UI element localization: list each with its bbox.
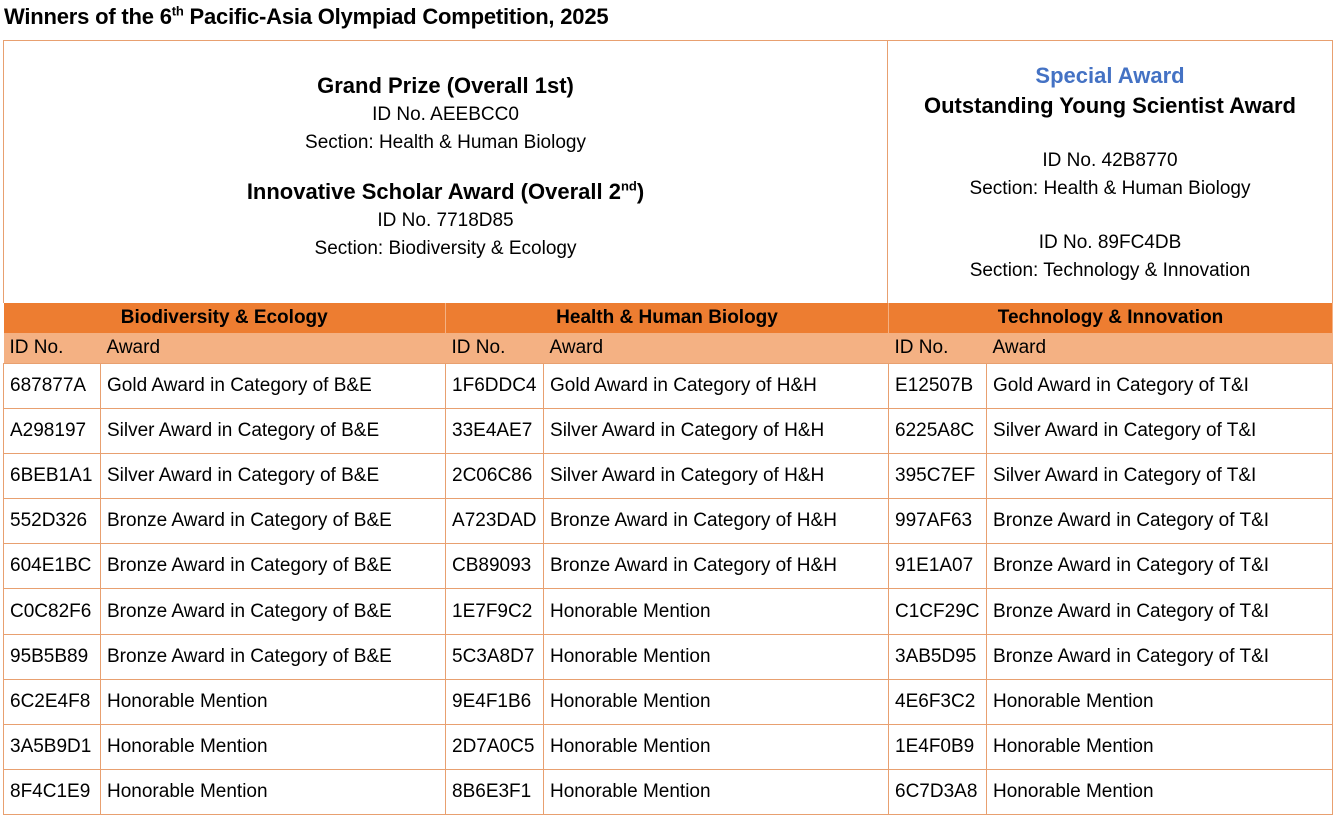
award-name-cell: Bronze Award in Category of T&I xyxy=(987,634,1333,679)
column-header-row xyxy=(4,333,1333,363)
award-name-cell: Gold Award in Category of B&E xyxy=(101,363,446,408)
award-name-cell: Honorable Mention xyxy=(987,770,1333,815)
top-awards-frame xyxy=(3,40,1333,303)
award-name-cell: Bronze Award in Category of B&E xyxy=(101,544,446,589)
winner-id-cell: C1CF29C xyxy=(889,589,987,634)
winner-id-cell: 8F4C1E9 xyxy=(4,770,101,815)
special-winner-1-section: Section: Health & Human Biology xyxy=(969,178,1251,199)
winner-id-cell: 6225A8C xyxy=(889,408,987,453)
table-row xyxy=(4,363,1333,408)
page-title xyxy=(4,4,608,30)
winner-id-cell: 6BEB1A1 xyxy=(4,453,101,498)
section-header-health: Health & Human Biology xyxy=(446,303,889,333)
award-name-cell: Honorable Mention xyxy=(987,725,1333,770)
award-name-cell: Honorable Mention xyxy=(101,725,446,770)
table-row xyxy=(4,544,1333,589)
top-awards-block xyxy=(4,41,1332,303)
award-name-cell: Bronze Award in Category of H&H xyxy=(544,499,889,544)
section-header-technology: Technology & Innovation xyxy=(889,303,1333,333)
winner-id-cell: 33E4AE7 xyxy=(446,408,544,453)
winner-id-cell: A298197 xyxy=(4,408,101,453)
award-name-cell: Honorable Mention xyxy=(101,770,446,815)
table-row xyxy=(4,725,1333,770)
page-title-suffix: Pacific-Asia Olympiad Competition, 2025 xyxy=(183,4,609,29)
winner-id-cell: 2D7A0C5 xyxy=(446,725,544,770)
award-name-cell: Gold Award in Category of T&I xyxy=(987,363,1333,408)
winner-id-cell: 997AF63 xyxy=(889,499,987,544)
winner-id-cell: 6C2E4F8 xyxy=(4,679,101,724)
award-name-cell: Honorable Mention xyxy=(987,679,1333,724)
column-header-id: ID No. xyxy=(446,333,544,363)
innovative-award-title xyxy=(4,177,887,207)
award-name-cell: Bronze Award in Category of B&E xyxy=(101,499,446,544)
column-header-award: Award xyxy=(987,333,1333,363)
award-name-cell: Silver Award in Category of T&I xyxy=(987,453,1333,498)
award-name-cell: Silver Award in Category of H&H xyxy=(544,408,889,453)
page-title-sup: th xyxy=(171,3,184,19)
winner-id-cell: 552D326 xyxy=(4,499,101,544)
column-header-award: Award xyxy=(544,333,889,363)
winner-id-cell: 687877A xyxy=(4,363,101,408)
award-name-cell: Silver Award in Category of B&E xyxy=(101,453,446,498)
winner-id-cell: 395C7EF xyxy=(889,453,987,498)
innovative-award-id: ID No. 7718D85 xyxy=(377,210,514,231)
award-name-cell: Honorable Mention xyxy=(544,725,889,770)
section-header-biodiversity: Biodiversity & Ecology xyxy=(4,303,446,333)
winner-id-cell: 1E4F0B9 xyxy=(889,725,987,770)
award-name-cell: Bronze Award in Category of H&H xyxy=(544,544,889,589)
winner-id-cell: 91E1A07 xyxy=(889,544,987,589)
winner-id-cell: C0C82F6 xyxy=(4,589,101,634)
winner-id-cell: 1E7F9C2 xyxy=(446,589,544,634)
winner-id-cell: 4E6F3C2 xyxy=(889,679,987,724)
innovative-award-title-prefix: Innovative Scholar Award (Overall 2 xyxy=(246,179,621,204)
special-winner-1-id: ID No. 42B8770 xyxy=(1042,150,1178,171)
awards-table xyxy=(3,303,1333,815)
special-winner-2-id: ID No. 89FC4DB xyxy=(1038,232,1182,253)
special-award-panel xyxy=(888,41,1332,303)
table-row xyxy=(4,453,1333,498)
table-row xyxy=(4,679,1333,724)
award-name-cell: Honorable Mention xyxy=(101,679,446,724)
winner-id-cell: 1F6DDC4 xyxy=(446,363,544,408)
grand-prize-title: Grand Prize (Overall 1st) xyxy=(317,73,574,98)
award-name-cell: Bronze Award in Category of B&E xyxy=(101,589,446,634)
winner-id-cell: E12507B xyxy=(889,363,987,408)
column-header-id: ID No. xyxy=(889,333,987,363)
special-winner-2-section: Section: Technology & Innovation xyxy=(969,260,1251,281)
winner-id-cell: 9E4F1B6 xyxy=(446,679,544,724)
winner-id-cell: 95B5B89 xyxy=(4,634,101,679)
winner-id-cell: 2C06C86 xyxy=(446,453,544,498)
award-name-cell: Honorable Mention xyxy=(544,770,889,815)
special-award-title: Outstanding Young Scientist Award xyxy=(924,93,1296,118)
special-award-label: Special Award xyxy=(1035,63,1185,88)
winner-id-cell: 6C7D3A8 xyxy=(889,770,987,815)
column-header-id: ID No. xyxy=(4,333,101,363)
award-name-cell: Honorable Mention xyxy=(544,679,889,724)
table-row xyxy=(4,499,1333,544)
winner-id-cell: 604E1BC xyxy=(4,544,101,589)
grand-prize-section: Section: Health & Human Biology xyxy=(305,132,586,153)
table-row xyxy=(4,770,1333,815)
award-name-cell: Silver Award in Category of H&H xyxy=(544,453,889,498)
winner-id-cell: 8B6E3F1 xyxy=(446,770,544,815)
winner-id-cell: 5C3A8D7 xyxy=(446,634,544,679)
award-name-cell: Honorable Mention xyxy=(544,634,889,679)
winner-id-cell: 3A5B9D1 xyxy=(4,725,101,770)
grand-prize-id: ID No. AEEBCC0 xyxy=(372,104,519,125)
winner-id-cell: CB89093 xyxy=(446,544,544,589)
award-name-cell: Bronze Award in Category of T&I xyxy=(987,589,1333,634)
winner-id-cell: 3AB5D95 xyxy=(889,634,987,679)
award-name-cell: Silver Award in Category of B&E xyxy=(101,408,446,453)
award-name-cell: Silver Award in Category of T&I xyxy=(987,408,1333,453)
table-row xyxy=(4,589,1333,634)
section-header-row xyxy=(4,303,1333,333)
page-title-prefix: Winners of the 6 xyxy=(4,4,172,29)
table-row xyxy=(4,408,1333,453)
innovative-award-section: Section: Biodiversity & Ecology xyxy=(314,238,577,259)
award-name-cell: Bronze Award in Category of T&I xyxy=(987,499,1333,544)
innovative-award-title-sup: nd xyxy=(620,178,637,194)
overall-prizes-panel xyxy=(4,41,888,303)
award-rows xyxy=(4,363,1333,815)
column-header-award: Award xyxy=(101,333,446,363)
award-name-cell: Bronze Award in Category of T&I xyxy=(987,544,1333,589)
winner-id-cell: A723DAD xyxy=(446,499,544,544)
award-name-cell: Honorable Mention xyxy=(544,589,889,634)
award-name-cell: Gold Award in Category of H&H xyxy=(544,363,889,408)
table-row xyxy=(4,634,1333,679)
innovative-award-title-suffix: ) xyxy=(636,179,645,204)
award-name-cell: Bronze Award in Category of B&E xyxy=(101,634,446,679)
